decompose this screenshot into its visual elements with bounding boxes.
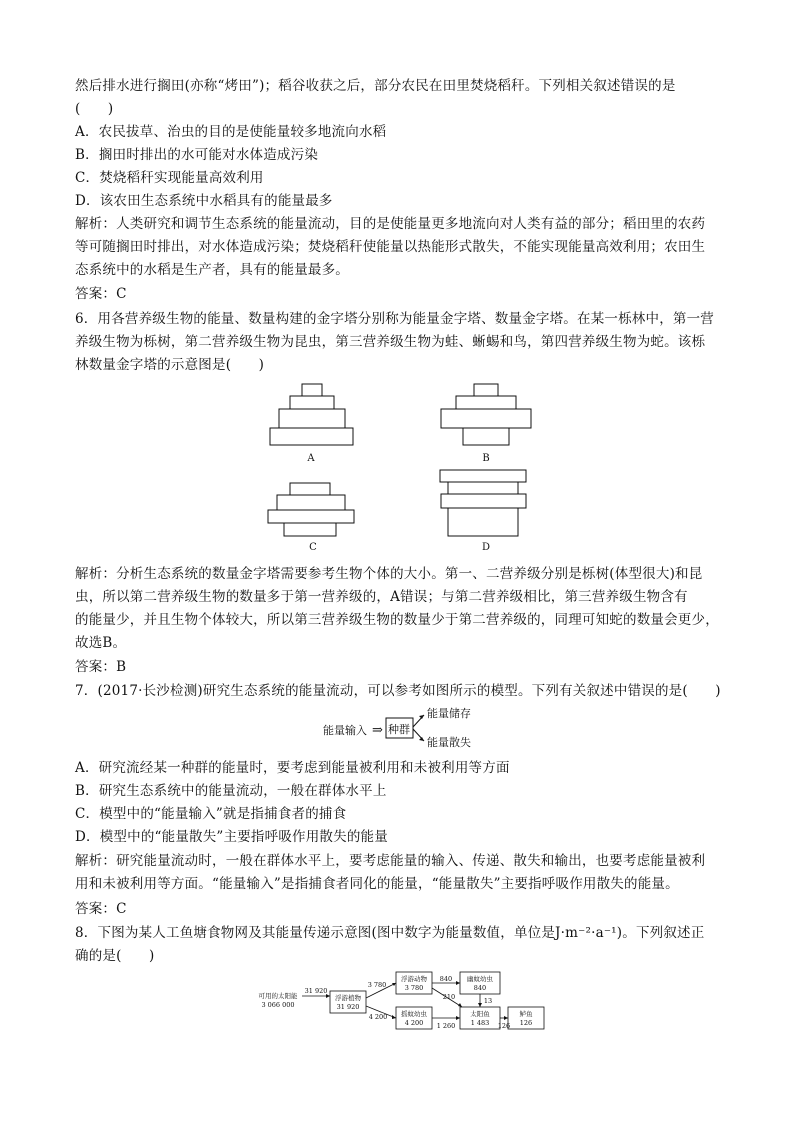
arrowhead-storage-icon	[419, 715, 424, 719]
phyto-to-zoo-flow: 3 780	[367, 981, 387, 989]
energy-input-label: 能量输入	[323, 724, 367, 737]
larva-label: 摇蚊幼虫	[401, 1010, 427, 1018]
pyramid-d	[440, 470, 526, 536]
pyramid-b-level-2	[441, 409, 531, 428]
q5-option-a: A．农民拔草、治虫的目的是使能量较多地流向水稻	[75, 124, 387, 140]
phyto-label: 浮游植物	[335, 994, 361, 1002]
pyramid-d-level-4	[440, 470, 526, 482]
pyramid-a	[270, 384, 353, 445]
energy-storage-label: 能量储存	[427, 707, 471, 720]
sunfish-label: 太阳鱼	[470, 1010, 490, 1018]
q7-answer: 答案：C	[75, 901, 127, 917]
q6-analysis-line-4: 故选B。	[75, 635, 127, 651]
q7-option-b: B．研究生态系统中的能量流动，一般在群体水平上	[75, 783, 387, 799]
arrowhead-icon	[392, 1015, 396, 1019]
pyramid-d-level-3	[448, 482, 518, 494]
q7-analysis-line-1: 解析：研究能量流动时，一般在群体水平上，要考虑能量的输入、传递、散失和输出，也要考虑能量被利	[75, 853, 706, 869]
sunfish-to-perch-flow: 126	[497, 1022, 511, 1030]
larva-to-sunfish-flow: 1 260	[436, 1022, 456, 1030]
q7-stem: 7．(2017·长沙检测)研究生态系统的能量流动，可以参考如图所示的模型。下列有关叙述中错误的是( )	[75, 683, 721, 699]
pyramid-b	[441, 384, 531, 445]
q6-analysis-line-2: 虫，所以第二营养级生物的数量多于第一营养级的，A错误；与第二营养级相比，第三营养级生物含有	[75, 589, 688, 605]
sun-to-phyto-flow: 31 920	[304, 987, 328, 995]
mosq-label: 幽蚊幼虫	[467, 975, 493, 983]
pyramid-c-label: C	[309, 542, 317, 553]
sun-label: 可用的太阳能	[258, 992, 298, 1000]
pyramid-a-level-1	[270, 428, 353, 445]
pyramid-b-level-4	[474, 384, 498, 396]
energy-loss-label: 能量散失	[427, 736, 471, 749]
q5-answer: 答案：C	[75, 286, 127, 302]
q6-answer: 答案：B	[75, 659, 127, 675]
q7-option-c: C．模型中的“能量输入”就是指捕食者的捕食	[75, 806, 347, 822]
zoo-to-sunfish-flow: 210	[442, 993, 456, 1001]
arrowhead-icon	[456, 981, 460, 985]
mosq-value: 840	[473, 984, 487, 992]
pyramid-a-label: A	[307, 453, 315, 464]
pyramid-c-level-3	[277, 495, 345, 510]
q8-food-web-diagram	[0, 970, 793, 1040]
pyramid-a-level-3	[290, 396, 334, 409]
pyramid-a-level-4	[302, 384, 322, 396]
q6-stem-line-2: 养级生物为栎树，第二营养级生物为昆虫，第三营养级生物为蛙、蜥蜴和鸟，第四营养级生物为蛇。该栎	[75, 334, 706, 350]
arrowhead-icon	[478, 1003, 482, 1007]
q8-stem-line-1: 8．下图为某人工鱼塘食物网及其能量传递示意图(图中数字为能量数值，单位是J·m⁻²·a⁻¹)。下列叙述正	[75, 925, 705, 941]
sunfish-value: 1 483	[470, 1019, 490, 1027]
q6-analysis-line-3: 的能量少，并且生物个体较大，所以第三营养级生物的数量少于第二营养级的，同理可知蛇的数量会更少，	[75, 612, 719, 628]
q5-stem-line-2: ( )	[75, 101, 114, 117]
perch-label: 鲈鱼	[519, 1010, 533, 1018]
pyramid-a-level-2	[279, 409, 345, 428]
q6-stem-line-1: 6．用各营养级生物的能量、数量构建的金字塔分别称为能量金字塔、数量金字塔。在某一栎林中，第一营	[75, 311, 714, 327]
zoo-value: 3 780	[404, 984, 424, 992]
pyramid-b-level-3	[456, 396, 516, 409]
arrowhead-loss-icon	[419, 737, 424, 741]
q8-stem-line-2: 确的是( )	[75, 948, 155, 964]
q7-option-a: A．研究流经某一种群的能量时，要考虑到能量被利用和未被利用等方面	[75, 760, 510, 776]
arrowhead-icon	[456, 1016, 460, 1020]
pyramid-b-level-1	[463, 428, 509, 445]
sun-value: 3 066 000	[261, 1001, 295, 1009]
pyramid-c-level-1	[284, 523, 336, 536]
mosq-to-sunfish-flow: 13	[483, 997, 493, 1005]
q7-option-d: D．模型中的“能量散失”主要指呼吸作用散失的能量	[75, 829, 388, 845]
q5-analysis-line-2: 等可随搁田时排出，对水体造成污染；焚烧稻秆使能量以热能形式散失，不能实现能量高效利用；农田生	[75, 239, 706, 255]
q5-stem-line-1: 然后排水进行搁田(亦称“烤田”)；稻谷收获之后，部分农民在田里焚烧稻秆。下列相关叙述错误的是	[75, 78, 676, 94]
phyto-value: 31 920	[336, 1003, 360, 1011]
q5-analysis-line-3: 态系统中的水稻是生产者，具有的能量最多。	[75, 262, 349, 278]
pyramid-d-level-1	[448, 508, 518, 536]
q6-stem-line-3: 林数量金字塔的示意图是( )	[75, 357, 265, 373]
q7-analysis-line-2: 用和未被利用等方面。“能量输入”是指捕食者同化的能量，“能量散失”主要指呼吸作用散失的能量。	[75, 876, 679, 892]
q7-energy-model-diagram	[0, 705, 793, 751]
q5-option-d: D．该农田生态系统中水稻具有的能量最多	[75, 193, 333, 209]
zoo-to-mosq-flow: 840	[439, 975, 453, 983]
pyramid-c-level-4	[290, 483, 330, 495]
pyramid-c	[268, 483, 354, 536]
pyramid-d-level-2	[441, 494, 526, 508]
perch-value: 126	[519, 1019, 533, 1027]
arrowhead-icon	[504, 1016, 508, 1020]
pyramid-c-level-2	[268, 510, 354, 523]
phyto-to-larva-flow: 4 200	[368, 1013, 388, 1021]
zoo-label: 浮游动物	[401, 975, 427, 983]
double-arrow-icon: ⇒	[372, 723, 383, 738]
q5-analysis-line-1: 解析：人类研究和调节生态系统的能量流动，目的是使能量更多地流向对人类有益的部分；稻田里的农药	[75, 216, 706, 232]
pyramid-b-label: B	[482, 453, 490, 464]
pyramid-d-label: D	[481, 542, 491, 553]
q6-analysis-line-1: 解析：分析生态系统的数量金字塔需要参考生物个体的大小。第一、二营养级分别是栎树(体型很大)和昆	[75, 566, 703, 582]
q6-pyramid-figure	[0, 378, 793, 563]
larva-value: 4 200	[404, 1019, 424, 1027]
q5-option-b: B．搁田时排出的水可能对水体造成污染	[75, 147, 319, 163]
population-label: 种群	[388, 723, 410, 736]
q5-option-c: C．焚烧稻秆实现能量高效利用	[75, 170, 264, 186]
